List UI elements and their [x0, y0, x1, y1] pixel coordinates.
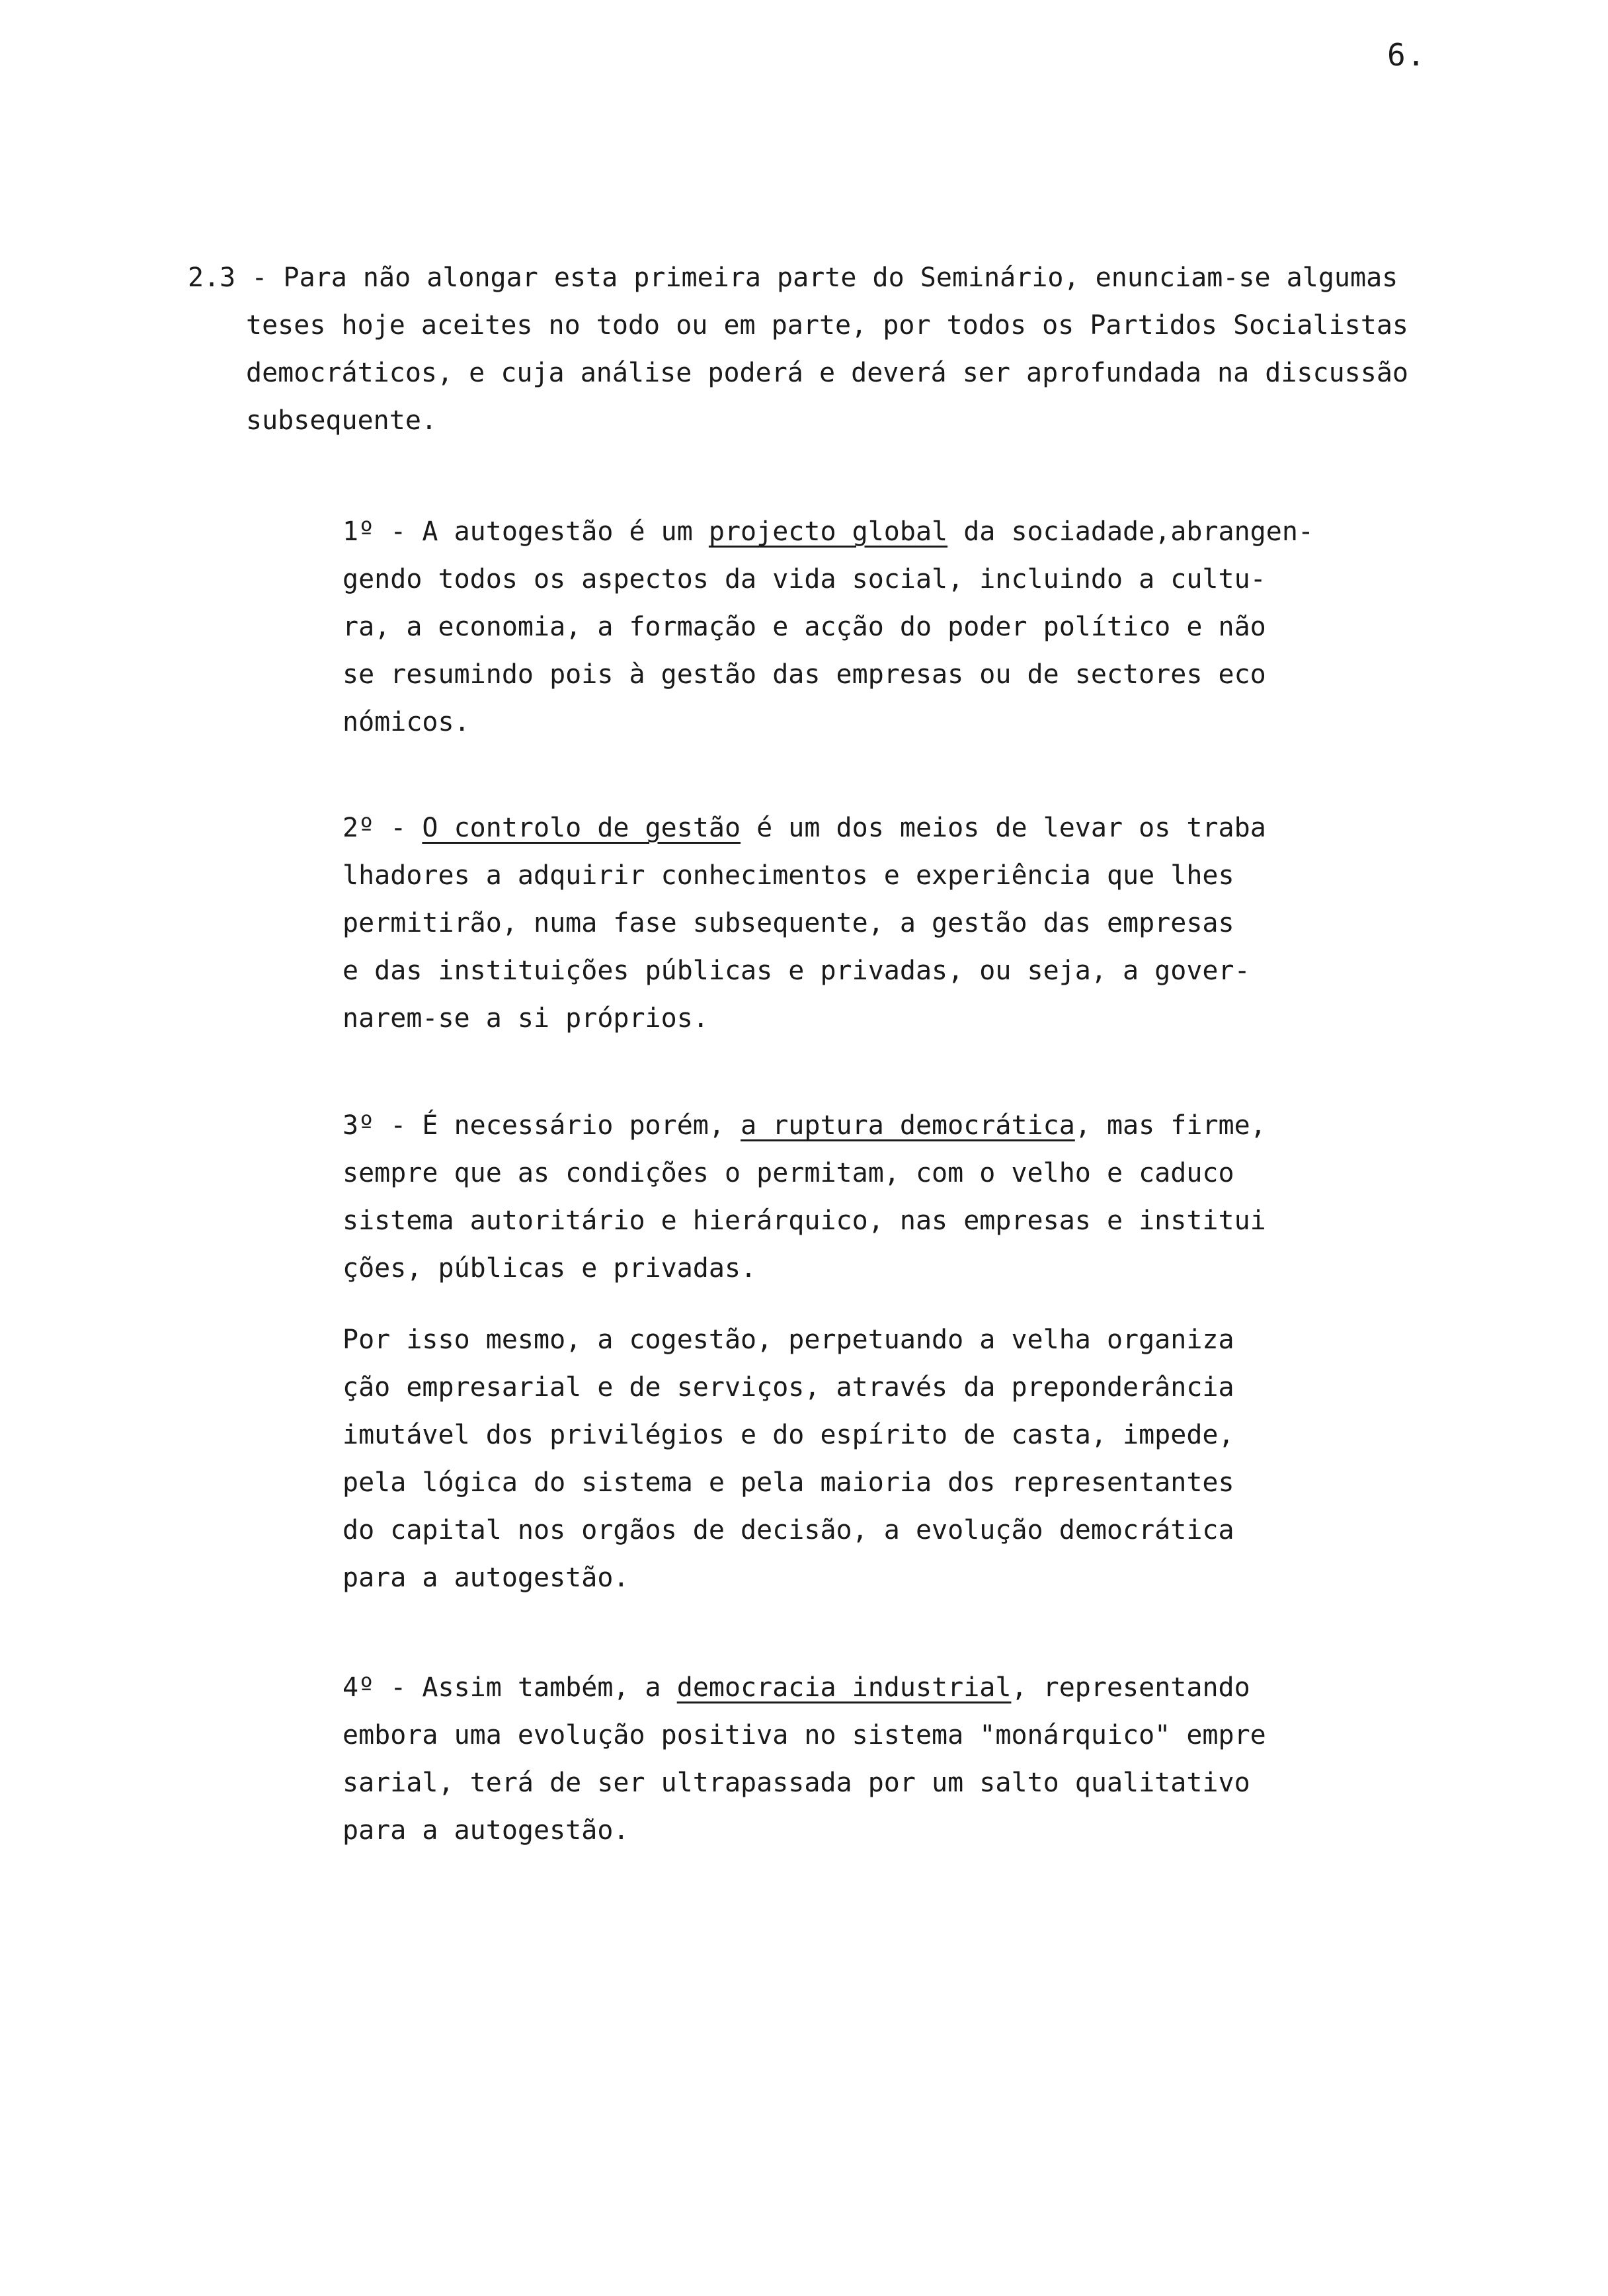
- thesis-3-line: ções, públicas e privadas.: [342, 1253, 757, 1284]
- thesis-1-line: se resumindo pois à gestão das empresas ou de sectores eco: [342, 659, 1266, 690]
- thesis-3-underlined-term: a ruptura democrática: [741, 1110, 1075, 1141]
- thesis-4-first-line: [342, 1664, 1347, 1711]
- thesis-1-underlined-term: projecto global: [708, 516, 948, 547]
- thesis-2-line: e das instituições públicas e privadas, ou seja, a gover-: [342, 956, 1250, 986]
- paragraph-line: ção empresarial e de serviços, através da preponderância: [342, 1372, 1234, 1403]
- thesis-4-prefix: 4º - Assim também, a: [342, 1672, 677, 1703]
- thesis-1-line: gendo todos os aspectos da vida social, incluindo a cultu-: [342, 564, 1266, 594]
- paragraph-line: para a autogestão.: [342, 1563, 629, 1593]
- thesis-4-line: para a autogestão.: [342, 1815, 629, 1846]
- paragraph-line: do capital nos orgãos de decisão, a evolução democrática: [342, 1515, 1234, 1545]
- thesis-4: [342, 1664, 1347, 1854]
- thesis-2-line: narem-se a si próprios.: [342, 1003, 709, 1034]
- thesis-2-line: permitirão, numa fase subsequente, a gestão das empresas: [342, 908, 1234, 938]
- thesis-2: [342, 804, 1347, 1042]
- thesis-2-suffix: é um dos meios de levar os traba: [741, 813, 1266, 843]
- paragraph-line: imutável dos privilégios e do espírito de casta, impede,: [342, 1420, 1234, 1450]
- thesis-2-line: lhadores a adquirir conhecimentos e experiência que lhes: [342, 860, 1234, 891]
- thesis-1: [342, 508, 1347, 746]
- thesis-1-suffix: da sociadade,abrangen-: [947, 516, 1314, 547]
- paragraph-line: pela lógica do sistema e pela maioria dos representantes: [342, 1467, 1234, 1498]
- section-2-3: [188, 254, 1470, 444]
- thesis-3-first-line: [342, 1102, 1347, 1149]
- thesis-4-suffix: , representando: [1011, 1672, 1250, 1703]
- thesis-3: [342, 1102, 1347, 1292]
- section-line: democráticos, e cuja análise poderá e deverá ser aprofundada na discussão: [246, 358, 1408, 388]
- thesis-2-prefix: 2º -: [342, 813, 422, 843]
- thesis-3-paragraph-2: [342, 1316, 1347, 1602]
- section-line: 2.3 - Para não alongar esta primeira parte do Seminário, enunciam-se algumas: [188, 263, 1398, 293]
- thesis-3-suffix: , mas firme,: [1074, 1110, 1266, 1141]
- thesis-3-line: sistema autoritário e hierárquico, nas empresas e institui: [342, 1206, 1266, 1236]
- thesis-1-line: nómicos.: [342, 707, 470, 737]
- thesis-3-prefix: 3º - É necessário porém,: [342, 1110, 741, 1141]
- thesis-3-line: sempre que as condições o permitam, com o velho e caduco: [342, 1158, 1234, 1188]
- thesis-4-line: embora uma evolução positiva no sistema "monárquico" empre: [342, 1720, 1266, 1750]
- paragraph-line: Por isso mesmo, a cogestão, perpetuando a velha organiza: [342, 1325, 1234, 1355]
- section-line: subsequente.: [246, 405, 437, 436]
- thesis-1-first-line: [342, 508, 1347, 555]
- thesis-1-line: ra, a economia, a formação e acção do poder político e não: [342, 612, 1266, 642]
- thesis-2-first-line: [342, 804, 1347, 852]
- thesis-4-underlined-term: democracia industrial: [676, 1672, 1012, 1703]
- section-line: teses hoje aceites no todo ou em parte, por todos os Partidos Socialistas: [246, 310, 1408, 341]
- page-number: 6.: [1387, 37, 1427, 73]
- thesis-1-prefix: 1º - A autogestão é um: [342, 516, 709, 547]
- thesis-4-line: sarial, terá de ser ultrapassada por um salto qualitativo: [342, 1768, 1250, 1798]
- thesis-2-underlined-term: O controlo de gestão: [422, 813, 741, 843]
